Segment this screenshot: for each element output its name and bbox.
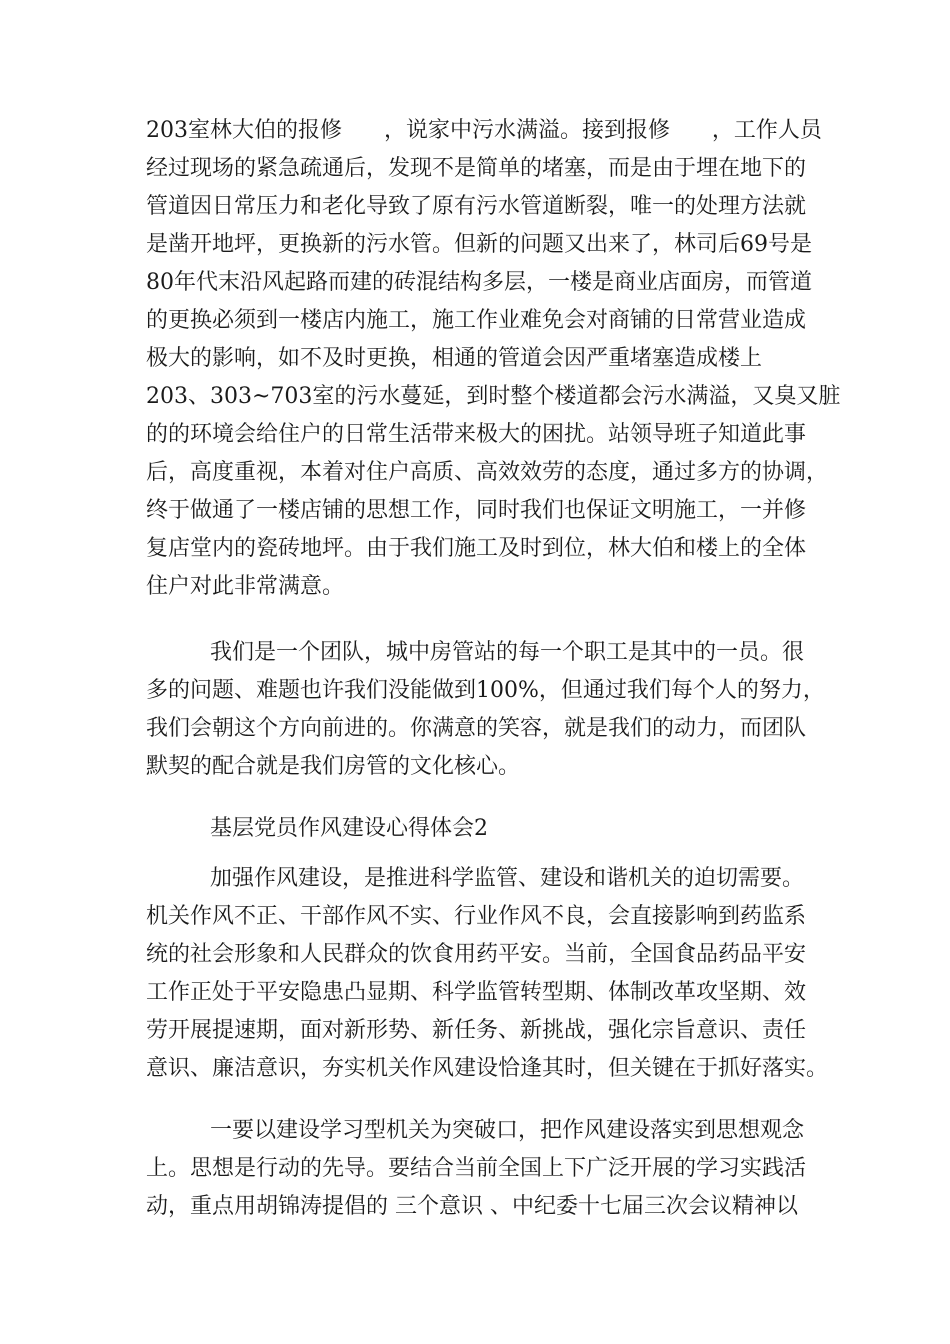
paragraph-1-line-3: 管道因日常压力和老化导致了原有污水管道断裂，唯一的处理方法就	[146, 194, 807, 219]
paragraph-1-line-12: 复店堂内的瓷砖地坪。由于我们施工及时到位，林大伯和楼上的全体	[146, 536, 807, 561]
paragraph-3-line-4: 工作正处于平安隐患凸显期、科学监管转型期、体制改革攻坚期、效	[146, 980, 807, 1005]
paragraph-1-line-6: 的更换必须到一楼店内施工，施工作业难免会对商铺的日常营业造成	[146, 308, 807, 333]
paragraph-1-line-9: 的的环境会给住户的日常生活带来极大的困扰。站领导班子知道此事	[146, 422, 807, 447]
paragraph-1-line-7: 极大的影响，如不及时更换，相通的管道会因严重堵塞造成楼上	[146, 346, 763, 371]
paragraph-3-line-1: 加强作风建设，是推进科学监管、建设和谐机关的迫切需要。	[210, 866, 805, 891]
paragraph-1-line-8: 203、303~703室的污水蔓延，到时整个楼道都会污水满溢，又臭又脏	[146, 384, 841, 409]
section-heading: 基层党员作风建设心得体会2	[210, 816, 488, 841]
paragraph-4-line-2: 上。思想是行动的先导。要结合当前全国上下广泛开展的学习实践活	[146, 1156, 807, 1181]
paragraph-3-line-5: 劳开展提速期，面对新形势、新任务、新挑战，强化宗旨意识、责任	[146, 1018, 807, 1043]
paragraph-3-line-2: 机关作风不正、干部作风不实、行业作风不良，会直接影响到药监系	[146, 904, 807, 929]
paragraph-1-line-11: 终于做通了一楼店铺的思想工作，同时我们也保证文明施工，一并修	[146, 498, 807, 523]
paragraph-2-line-3: 我们会朝这个方向前进的。你满意的笑容，就是我们的动力，而团队	[146, 716, 807, 741]
paragraph-1-line-5: 80年代末沿风起路而建的砖混结构多层，一楼是商业店面房，而管道	[146, 270, 812, 295]
paragraph-2-line-1: 我们是一个团队，城中房管站的每一个职工是其中的一员。很	[210, 640, 805, 665]
paragraph-2-line-2: 多的问题、难题也许我们没能做到100%，但通过我们每个人的努力，	[146, 678, 825, 703]
paragraph-4-line-3: 动，重点用胡锦涛提倡的 三个意识 、中纪委十七届三次会议精神以	[146, 1194, 798, 1219]
paragraph-3-line-6: 意识、廉洁意识，夯实机关作风建设恰逢其时，但关键在于抓好落实。	[146, 1056, 829, 1081]
paragraph-3-line-3: 统的社会形象和人民群众的饮食用药平安。当前，全国食品药品平安	[146, 942, 807, 967]
paragraph-1-line-1: 203室林大伯的报修 ，说家中污水满溢。接到报修 ，工作人员	[146, 118, 822, 143]
paragraph-1-line-13: 住户对此非常满意。	[146, 574, 345, 599]
paragraph-1-line-2: 经过现场的紧急疏通后，发现不是简单的堵塞，而是由于埋在地下的	[146, 156, 807, 181]
paragraph-2-line-4: 默契的配合就是我们房管的文化核心。	[146, 754, 521, 779]
paragraph-1-line-10: 后，高度重视，本着对住户高质、高效效劳的态度，通过多方的协调，	[146, 460, 829, 485]
paragraph-4-line-1: 一要以建设学习型机关为突破口，把作风建设落实到思想观念	[210, 1118, 805, 1143]
paragraph-1-line-4: 是凿开地坪，更换新的污水管。但新的问题又出来了，林司后69号是	[146, 232, 812, 257]
